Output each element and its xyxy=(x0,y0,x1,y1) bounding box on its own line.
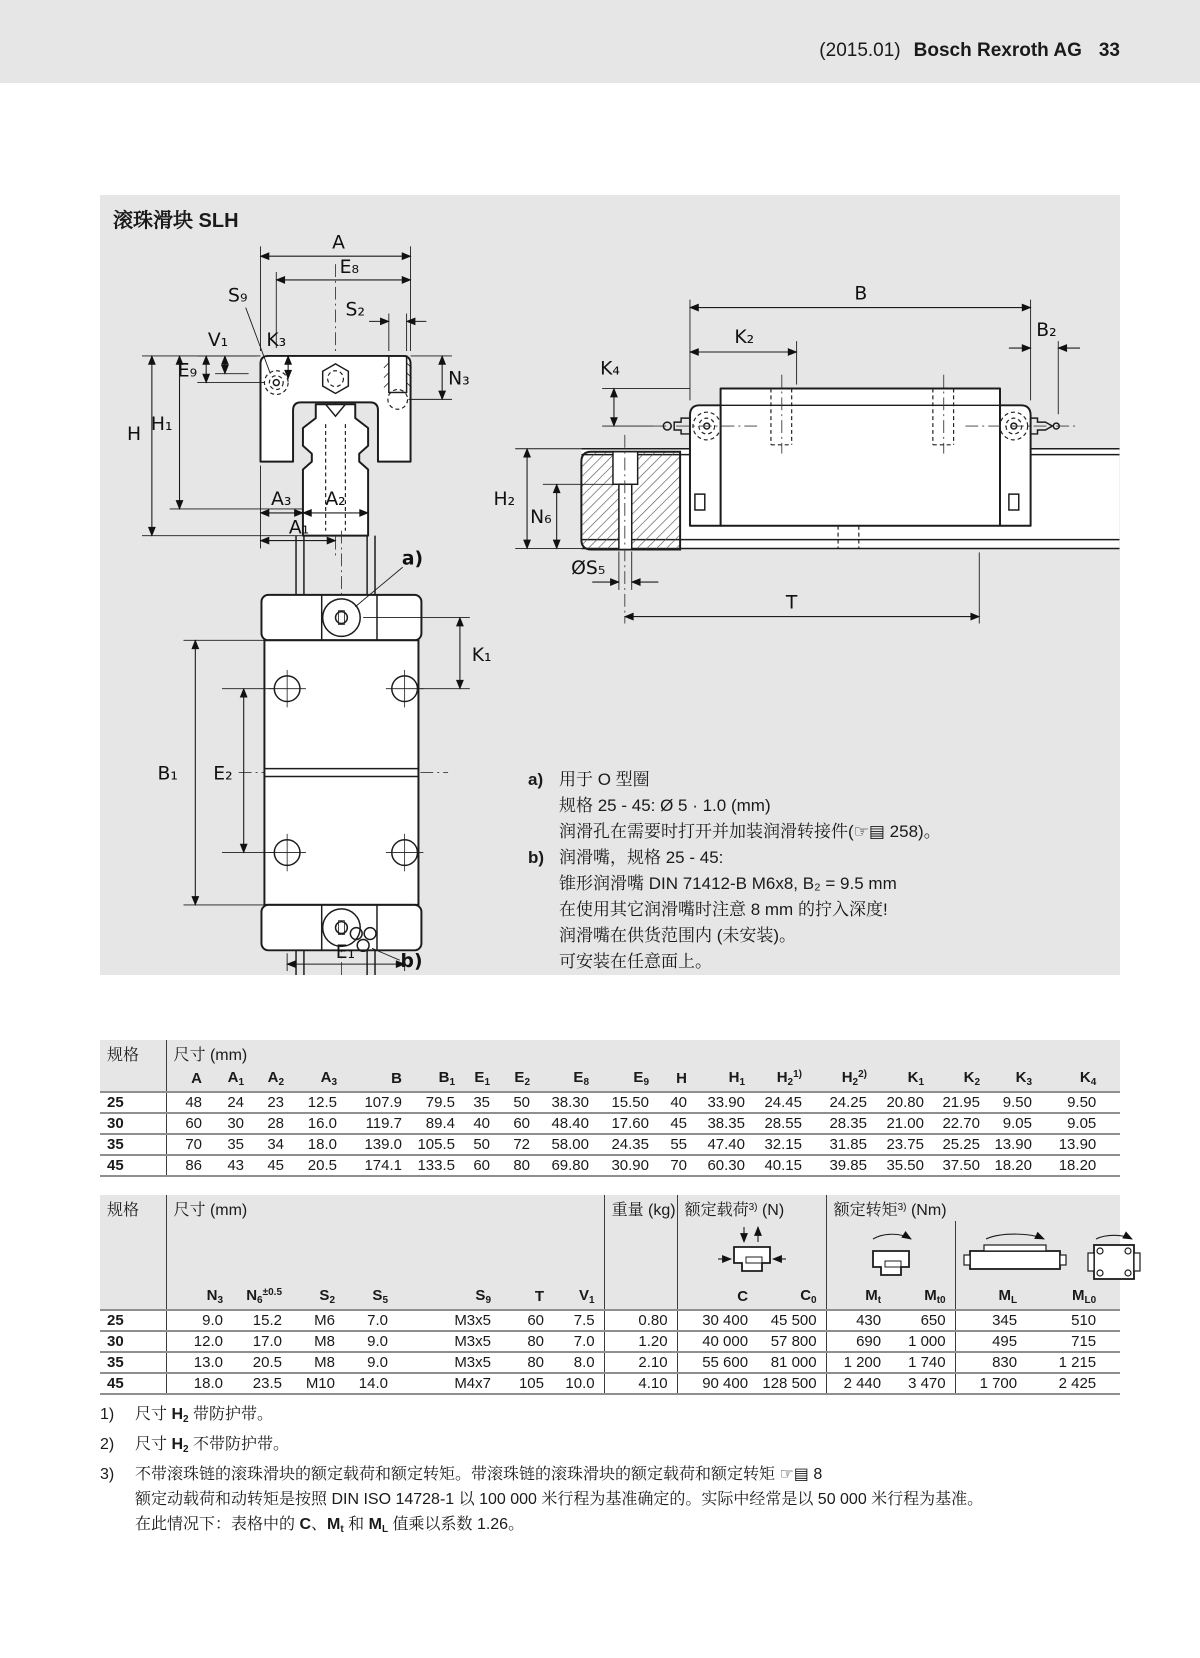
note-line xyxy=(528,845,941,871)
value-cell: 81 000 xyxy=(770,1354,817,1371)
value-cell: 12.5 xyxy=(307,1094,337,1111)
value-cell: 345 xyxy=(955,1310,1026,1331)
dim-label-K4: K₄ xyxy=(600,358,620,380)
table-row xyxy=(100,1134,1120,1155)
column-header: H xyxy=(676,1069,687,1087)
column-header: $K_4$ xyxy=(1079,1068,1097,1088)
value-cell: 17.0 xyxy=(252,1333,282,1350)
note-text: 用于 O 型圈 xyxy=(559,770,650,789)
dim-label-V1: V₁ xyxy=(207,330,229,352)
dim-label-K2: K₂ xyxy=(734,327,755,349)
value-cell: 80 xyxy=(527,1333,544,1350)
value-cell: 23.5 xyxy=(252,1375,282,1392)
value-cell: 20.80 xyxy=(886,1094,924,1111)
column-header: $M_{L0}$ xyxy=(1071,1286,1097,1306)
value-cell: 80 xyxy=(513,1157,530,1174)
column-header: $V_1$ xyxy=(579,1286,595,1306)
torque-mt-icon xyxy=(826,1221,955,1283)
value-cell: 9.05 xyxy=(1067,1115,1097,1132)
value-cell: 39.85 xyxy=(829,1157,867,1174)
column-header: $K_2$ xyxy=(963,1068,980,1088)
value-cell: 24 xyxy=(227,1094,244,1111)
note-marker xyxy=(528,949,559,975)
value-cell: 21.00 xyxy=(886,1115,924,1132)
footnote-line xyxy=(100,1512,1120,1542)
value-cell: 9.0 xyxy=(367,1333,388,1350)
value-cell: M8 xyxy=(314,1333,335,1350)
value-cell: 20.5 xyxy=(307,1157,337,1174)
dim-label-N3: N₃ xyxy=(448,368,470,390)
footnote-line xyxy=(100,1432,1120,1462)
column-header: $N_6^{\pm 0.5}$ xyxy=(246,1286,282,1306)
column-header: $S_2$ xyxy=(319,1286,335,1306)
dim-label-B: B xyxy=(854,283,868,305)
value-cell: 47.40 xyxy=(707,1136,745,1153)
value-cell: 50 xyxy=(513,1094,530,1111)
value-cell: 48.40 xyxy=(551,1115,589,1132)
footnote-marker: 2) xyxy=(100,1436,115,1453)
note-line xyxy=(528,819,941,845)
value-cell: 33.90 xyxy=(707,1094,745,1111)
value-cell: 2 440 xyxy=(826,1373,890,1394)
size-cell: 45 xyxy=(107,1157,124,1174)
value-cell: 60.30 xyxy=(707,1157,745,1174)
value-cell: 139.0 xyxy=(364,1136,402,1153)
callout-a: a) xyxy=(401,548,424,570)
note-text: 锥形润滑嘴 DIN 71412-B M6x8, B₂ = 9.5 mm xyxy=(559,874,897,893)
size-cell: 30 xyxy=(107,1115,124,1132)
value-cell: 13.90 xyxy=(994,1136,1032,1153)
dim-label-S2: S₂ xyxy=(345,299,365,321)
drawing-title: 滚珠滑块 SLH xyxy=(113,210,239,232)
value-cell: 38.35 xyxy=(707,1115,745,1132)
value-cell: 23.75 xyxy=(886,1136,924,1153)
value-cell: 7.5 xyxy=(573,1312,595,1329)
value-cell: 9.50 xyxy=(1067,1094,1097,1111)
footnotes xyxy=(100,1402,1120,1542)
size-cell: 35 xyxy=(107,1354,124,1371)
value-cell: 40 xyxy=(473,1115,490,1132)
column-header: $M_L$ xyxy=(955,1283,1026,1310)
table-row xyxy=(100,1331,1120,1352)
column-symbol-row xyxy=(100,1065,1120,1092)
table-row xyxy=(100,1310,1120,1331)
value-cell: 70 xyxy=(670,1157,687,1174)
footnote-text: 在此情况下：表格中的 C、$M_t$ 和 $M_L$ 值乘以系数 1.26。 xyxy=(135,1516,525,1535)
value-cell: 50 xyxy=(473,1136,490,1153)
dim-label-B2: B₂ xyxy=(1036,320,1057,342)
value-cell: 2 425 xyxy=(1058,1375,1097,1392)
note-line xyxy=(528,767,941,793)
column-header: $E_9$ xyxy=(633,1068,649,1088)
value-cell: 1 215 xyxy=(1058,1354,1097,1371)
note-line xyxy=(528,871,941,897)
page-header-band xyxy=(0,0,1200,83)
column-header: $E_8$ xyxy=(573,1068,589,1088)
note-marker xyxy=(528,897,559,923)
value-cell: M10 xyxy=(305,1375,335,1392)
value-cell: 60 xyxy=(166,1113,211,1134)
torque-ml-icons xyxy=(955,1221,1120,1283)
value-cell: 55 xyxy=(670,1136,687,1153)
value-cell: 1 200 xyxy=(826,1352,890,1373)
value-cell: 45 xyxy=(670,1115,687,1132)
value-cell: M3x5 xyxy=(454,1333,491,1350)
value-cell: 57 800 xyxy=(770,1333,817,1350)
value-cell: 80 xyxy=(527,1354,544,1371)
value-cell: 28.55 xyxy=(764,1115,802,1132)
page-number: 33 xyxy=(1098,40,1120,61)
column-header: $M_t$ xyxy=(826,1283,890,1310)
technical-drawing-panel xyxy=(100,195,1120,975)
dim-label-A: A xyxy=(332,232,345,254)
footnote-line xyxy=(100,1487,1120,1512)
value-cell: 70 xyxy=(166,1134,211,1155)
value-cell: 18.20 xyxy=(994,1157,1032,1174)
dim-label-E2: E₂ xyxy=(213,763,233,785)
note-text: 可安装在任意面上。 xyxy=(559,952,712,971)
note-text: 润滑孔在需要时打开并加装润滑转接件(☞▤ 258)。 xyxy=(559,822,941,841)
note-text: 规格 25 - 45: Ø 5 · 1.0 (mm) xyxy=(559,796,771,815)
note-text: 润滑嘴在供货范围内 (未安装)。 xyxy=(559,926,797,945)
footnote-marker xyxy=(100,1512,135,1542)
size-cell: 30 xyxy=(107,1333,124,1350)
dim-label-A2: A₂ xyxy=(325,489,346,511)
value-cell: 105.5 xyxy=(417,1136,455,1153)
value-cell: 40.15 xyxy=(764,1157,802,1174)
value-cell: 35.50 xyxy=(886,1157,924,1174)
value-cell: 48 xyxy=(166,1092,211,1113)
dim-label-K1: K₁ xyxy=(471,645,492,667)
value-cell: 35 xyxy=(473,1094,490,1111)
value-cell: 40 000 xyxy=(677,1331,757,1352)
dim-label-B1: B₁ xyxy=(157,763,178,785)
value-cell: 28 xyxy=(267,1115,284,1132)
footnote-text: 尺寸 $H_2$ 不带防护带。 xyxy=(135,1436,290,1455)
value-cell: M6 xyxy=(314,1312,335,1329)
value-cell: 495 xyxy=(955,1331,1026,1352)
dim-label-H2: H₂ xyxy=(493,489,516,511)
column-header: $N_3$ xyxy=(166,1283,232,1310)
column-symbol-row xyxy=(100,1283,1120,1310)
value-cell: 28.35 xyxy=(829,1115,867,1132)
table-row xyxy=(100,1155,1120,1176)
value-cell: 9.0 xyxy=(166,1310,232,1331)
value-cell: 30.90 xyxy=(611,1157,649,1174)
value-cell: 8.0 xyxy=(573,1354,595,1371)
dims-header: 尺寸 (mm) xyxy=(166,1040,1120,1065)
footnote-text: 额定动载荷和动转矩是按照 DIN ISO 14728-1 以 100 000 米行程为基准确定的。实际中经常是以 50 000 米行程为基准。 xyxy=(135,1491,984,1508)
value-cell: 30 xyxy=(227,1115,244,1132)
note-marker xyxy=(528,793,559,819)
spec-header: 规格 xyxy=(107,1047,140,1064)
value-cell: 107.9 xyxy=(364,1094,402,1111)
note-text: 润滑嘴，规格 25 - 45: xyxy=(559,848,724,867)
column-header: $C_0$ xyxy=(800,1286,817,1306)
value-cell: 1 000 xyxy=(908,1333,946,1350)
footnote-marker: 1) xyxy=(100,1406,115,1423)
value-cell: 715 xyxy=(1071,1333,1097,1350)
value-cell: 9.50 xyxy=(1002,1094,1032,1111)
value-cell: 89.4 xyxy=(425,1115,455,1132)
note-marker: a) xyxy=(528,770,544,789)
note-text: 在使用其它润滑嘴时注意 8 mm 的拧入深度! xyxy=(559,900,888,919)
column-header: A xyxy=(166,1065,211,1092)
value-cell: 21.95 xyxy=(942,1094,980,1111)
dim-label-E9: E₉ xyxy=(177,360,198,382)
column-header: $H_2^{2)}$ xyxy=(841,1068,867,1088)
value-cell: 60 xyxy=(513,1115,530,1132)
column-header: $E_1$ xyxy=(474,1068,490,1088)
value-cell: 17.60 xyxy=(611,1115,649,1132)
value-cell: 690 xyxy=(826,1331,890,1352)
column-header xyxy=(604,1283,677,1310)
column-header: $A_2$ xyxy=(267,1068,284,1088)
value-cell: 40 xyxy=(670,1094,687,1111)
dim-label-S9: S₉ xyxy=(228,285,248,307)
value-cell: 1 700 xyxy=(955,1373,1026,1394)
dim-label-E8: E₈ xyxy=(339,257,360,278)
value-cell: 86 xyxy=(166,1155,211,1176)
column-header: $A_1$ xyxy=(227,1068,244,1088)
column-header: $M_{t0}$ xyxy=(924,1286,946,1306)
value-cell: 20.5 xyxy=(252,1354,282,1371)
column-header: $A_3$ xyxy=(320,1068,337,1088)
value-cell: 174.1 xyxy=(364,1157,402,1174)
front-view xyxy=(127,232,470,555)
table-row xyxy=(100,1373,1120,1394)
column-header: $K_1$ xyxy=(907,1068,924,1088)
top-view xyxy=(157,531,491,975)
note-marker xyxy=(528,819,559,845)
footnote-marker: 3) xyxy=(100,1466,115,1483)
value-cell: 60 xyxy=(473,1157,490,1174)
size-cell: 25 xyxy=(107,1094,124,1111)
column-header: $S_5$ xyxy=(372,1286,388,1306)
value-cell: 15.2 xyxy=(252,1312,282,1329)
footnote-marker xyxy=(100,1487,135,1512)
spec-header: 规格 xyxy=(107,1202,140,1219)
column-header: T xyxy=(534,1287,544,1305)
value-cell: 1.20 xyxy=(604,1331,677,1352)
load-rating-icon xyxy=(677,1221,826,1283)
value-cell: 2.10 xyxy=(604,1352,677,1373)
value-cell: 24.35 xyxy=(611,1136,649,1153)
page-header-text xyxy=(819,40,1120,62)
value-cell: 30 400 xyxy=(677,1310,757,1331)
value-cell: 510 xyxy=(1071,1312,1097,1329)
value-cell: 22.70 xyxy=(942,1115,980,1132)
dim-label-T: T xyxy=(785,592,798,614)
footnote-line xyxy=(100,1462,1120,1487)
column-header: $H_2^{1)}$ xyxy=(776,1068,802,1088)
value-cell: 34 xyxy=(267,1136,284,1153)
column-header: $S_9$ xyxy=(475,1286,491,1306)
value-cell: 32.15 xyxy=(764,1136,802,1153)
value-cell: 37.50 xyxy=(942,1157,980,1174)
value-cell: 830 xyxy=(955,1352,1026,1373)
drawing-notes xyxy=(528,767,941,975)
note-line xyxy=(528,793,941,819)
value-cell: 0.80 xyxy=(604,1310,677,1331)
value-cell: 15.50 xyxy=(611,1094,649,1111)
dimension-table-1 xyxy=(100,1040,1120,1177)
value-cell: 60 xyxy=(527,1312,544,1329)
dim-label-E1: E₁ xyxy=(335,942,356,964)
column-header: $E_2$ xyxy=(514,1068,530,1088)
edition-date: (2015.01) xyxy=(819,40,901,61)
value-cell: 7.0 xyxy=(573,1333,595,1350)
value-cell: 18.0 xyxy=(166,1373,232,1394)
value-cell: 105 xyxy=(518,1375,544,1392)
footnote-text: 尺寸 $H_2$ 带防护带。 xyxy=(135,1406,274,1425)
column-header: $H_1$ xyxy=(728,1068,745,1088)
value-cell: 72 xyxy=(513,1136,530,1153)
column-header: $K_3$ xyxy=(1015,1068,1032,1088)
note-line xyxy=(528,923,941,949)
torque-rating-header: 额定转矩$^{3)}$ (Nm) xyxy=(826,1195,1120,1221)
size-cell: 45 xyxy=(107,1375,124,1392)
torque-ml-icon xyxy=(956,1223,1074,1281)
value-cell: 24.45 xyxy=(764,1094,802,1111)
company-name: Bosch Rexroth AG xyxy=(913,40,1082,61)
value-cell: 13.0 xyxy=(166,1352,232,1373)
value-cell: 133.5 xyxy=(417,1157,455,1174)
value-cell: 31.85 xyxy=(829,1136,867,1153)
table-row xyxy=(100,1352,1120,1373)
value-cell: 430 xyxy=(826,1310,890,1331)
dim-label-H: H xyxy=(127,423,142,445)
value-cell: 45 xyxy=(267,1157,284,1174)
dimension-table-2 xyxy=(100,1195,1120,1395)
value-cell: 14.0 xyxy=(358,1375,388,1392)
value-cell: 119.7 xyxy=(365,1115,402,1132)
value-cell: 18.20 xyxy=(1058,1157,1097,1174)
callout-b: b) xyxy=(400,951,423,973)
value-cell: 128 500 xyxy=(762,1375,817,1392)
weight-header: 重量 (kg) xyxy=(604,1195,677,1221)
table-row xyxy=(100,1113,1120,1134)
column-header: B xyxy=(391,1069,402,1087)
dim-label-K3: K₃ xyxy=(266,330,287,352)
value-cell: M3x5 xyxy=(454,1312,491,1329)
column-header: C xyxy=(677,1283,757,1310)
note-marker: b) xyxy=(528,848,545,867)
value-cell: 9.0 xyxy=(367,1354,388,1371)
value-cell: 23 xyxy=(267,1094,284,1111)
value-cell: 1 740 xyxy=(908,1354,946,1371)
value-cell: 90 400 xyxy=(677,1373,757,1394)
value-cell: M3x5 xyxy=(454,1354,491,1371)
torque-ml0-icon xyxy=(1078,1223,1148,1281)
side-view xyxy=(494,284,1120,624)
value-cell: 24.25 xyxy=(829,1094,867,1111)
value-cell: 13.90 xyxy=(1058,1136,1097,1153)
dim-label-S5: ØS₅ xyxy=(571,558,606,580)
load-rating-header: 额定载荷$^{3)}$ (N) xyxy=(677,1195,826,1221)
value-cell: 45 500 xyxy=(770,1312,817,1329)
column-header: $B_1$ xyxy=(438,1068,455,1088)
value-cell: 79.5 xyxy=(425,1094,455,1111)
value-cell: 58.00 xyxy=(551,1136,589,1153)
note-line xyxy=(528,897,941,923)
dim-label-H1: H₁ xyxy=(150,413,173,435)
note-marker xyxy=(528,871,559,897)
value-cell: 35 xyxy=(227,1136,244,1153)
dims-header: 尺寸 (mm) xyxy=(166,1195,604,1221)
value-cell: 38.30 xyxy=(551,1094,589,1111)
note-line xyxy=(528,949,941,975)
table-row xyxy=(100,1092,1120,1113)
value-cell: M8 xyxy=(314,1354,335,1371)
footnote-line xyxy=(100,1402,1120,1432)
value-cell: 25.25 xyxy=(942,1136,980,1153)
value-cell: 650 xyxy=(920,1312,946,1329)
dim-label-A1: A₁ xyxy=(288,517,310,539)
value-cell: 4.10 xyxy=(604,1373,677,1394)
size-cell: 25 xyxy=(107,1312,124,1329)
value-cell: 7.0 xyxy=(367,1312,388,1329)
dim-label-A3: A₃ xyxy=(271,489,292,511)
size-cell: 35 xyxy=(107,1136,124,1153)
footnote-text: 不带滚珠链的滚珠滑块的额定载荷和额定转矩。带滚珠链的滚珠滑块的额定载荷和额定转矩 ☞▤ 8 xyxy=(135,1466,823,1483)
value-cell: 43 xyxy=(227,1157,244,1174)
value-cell: 9.05 xyxy=(1002,1115,1032,1132)
value-cell: 16.0 xyxy=(307,1115,337,1132)
value-cell: 10.0 xyxy=(565,1375,595,1392)
value-cell: 12.0 xyxy=(166,1331,232,1352)
value-cell: 18.0 xyxy=(307,1136,337,1153)
value-cell: 55 600 xyxy=(677,1352,757,1373)
value-cell: 3 470 xyxy=(908,1375,946,1392)
dim-label-N6: N₆ xyxy=(530,506,552,528)
value-cell: M4x7 xyxy=(454,1375,491,1392)
value-cell: 69.80 xyxy=(551,1157,589,1174)
note-marker xyxy=(528,923,559,949)
